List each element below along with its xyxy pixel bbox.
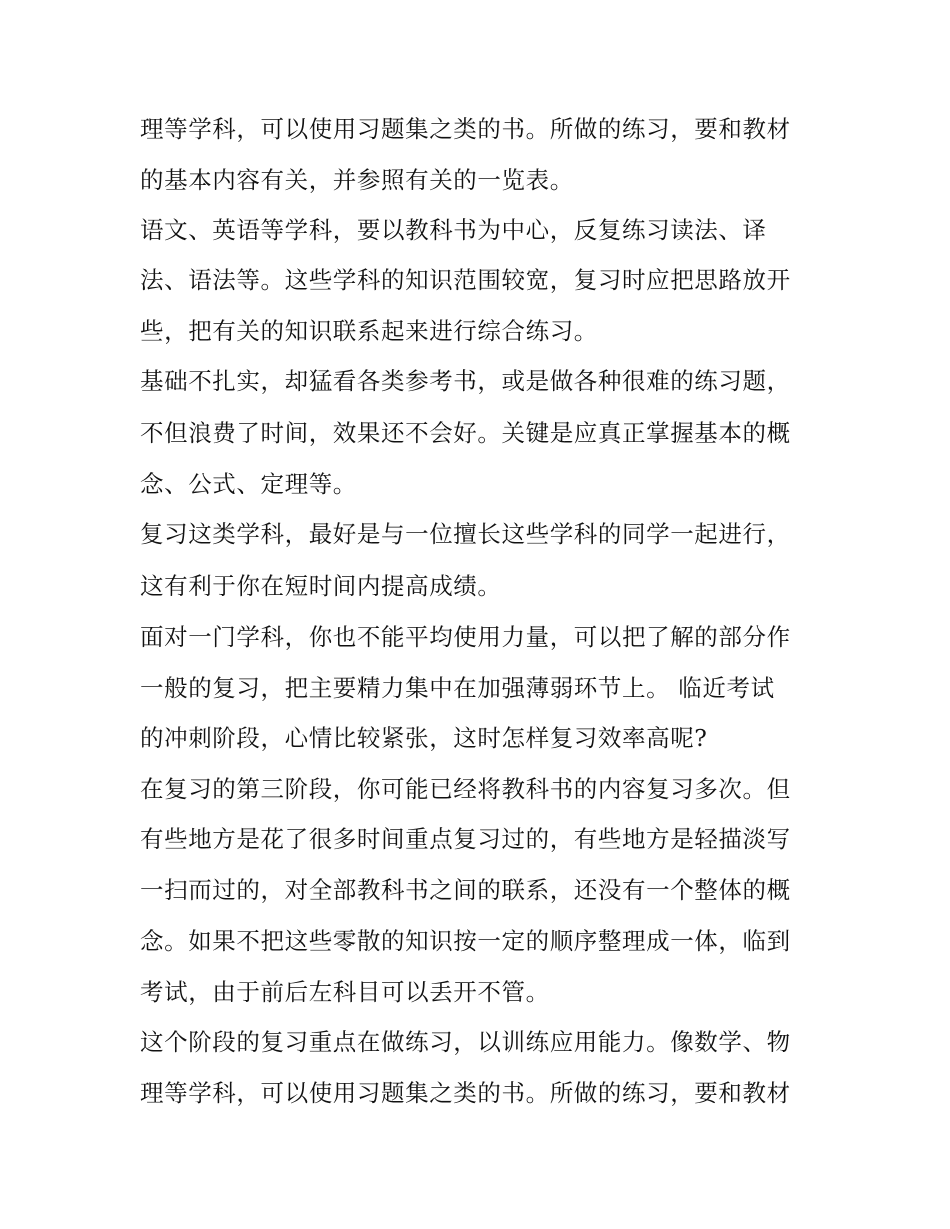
text-line: 这有利于你在短时间内提高成绩。 — [140, 572, 502, 600]
text-line: 在复习的第三阶段，你可能已经将教科书的内容复习多次。但 — [140, 775, 791, 803]
text-line: 些，把有关的知识联系起来进行综合练习。 — [140, 317, 598, 345]
text-line: 语文、英语等学科，要以教科书为中心，反复练习读法、译 — [140, 216, 767, 244]
text-line: 法、语法等。这些学科的知识范围较宽，复习时应把思路放开 — [140, 266, 791, 294]
text-line: 理等学科，可以使用习题集之类的书。所做的练习，要和教材 — [140, 115, 791, 143]
text-line: 的基本内容有关，并参照有关的一览表。 — [140, 166, 574, 194]
text-line: 念。如果不把这些零散的知识按一定的顺序整理成一体，临到 — [140, 927, 791, 955]
text-line: 复习这类学科，最好是与一位擅长这些学科的同学一起进行， — [140, 520, 791, 548]
text-line: 念、公式、定理等。 — [140, 470, 357, 498]
text-line: 基础不扎实，却猛看各类参考书，或是做各种很难的练习题， — [140, 367, 791, 395]
text-line: 不但浪费了时间，效果还不会好。关键是应真正掌握基本的概 — [140, 419, 791, 447]
text-line: 的冲刺阶段，心情比较紧张，这时怎样复习效率高呢? — [140, 724, 708, 752]
text-line: 面对一门学科，你也不能平均使用力量，可以把了解的部分作 — [140, 623, 791, 651]
text-line: 一般的复习，把主要精力集中在加强薄弱环节上。 临近考试 — [140, 674, 775, 702]
text-line: 这个阶段的复习重点在做练习，以训练应用能力。像数学、物 — [140, 1028, 791, 1056]
text-line: 一扫而过的，对全部教科书之间的联系，还没有一个整体的概 — [140, 876, 791, 904]
text-line: 有些地方是花了很多时间重点复习过的，有些地方是轻描淡写 — [140, 825, 791, 853]
text-line: 理等学科，可以使用习题集之类的书。所做的练习，要和教材 — [140, 1079, 791, 1107]
text-line: 考试，由于前后左科目可以丢开不管。 — [140, 978, 550, 1006]
